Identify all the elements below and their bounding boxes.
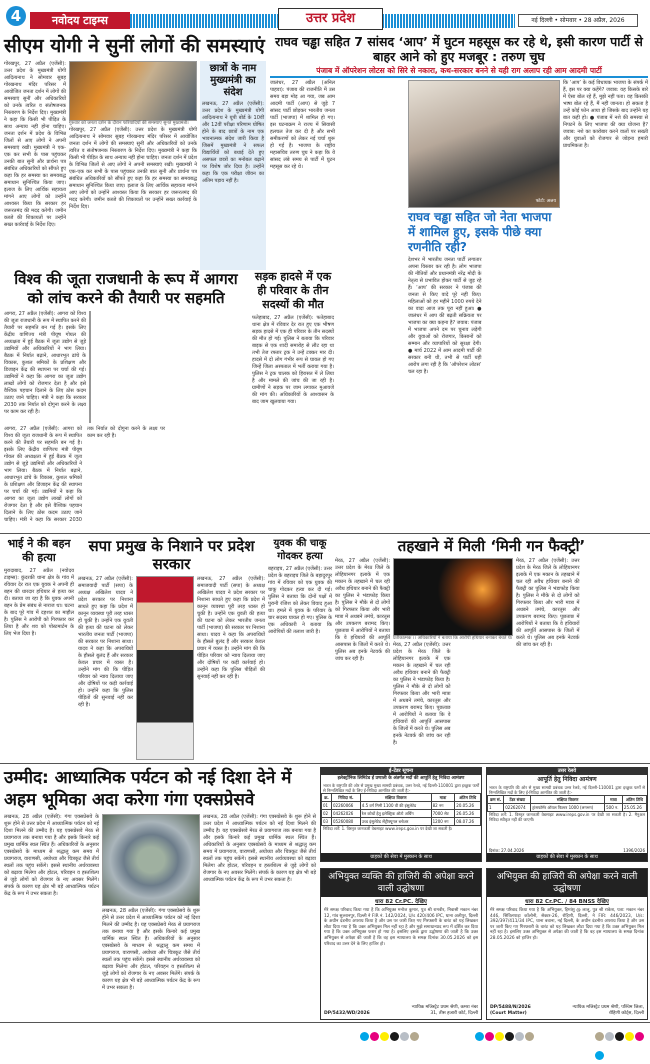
cell: 25.05.26: [622, 804, 646, 812]
expressway-photo: [102, 814, 200, 906]
table-row: [322, 802, 481, 810]
col-header: निविदा सं.: [331, 794, 360, 802]
proclamation-ad-1: [320, 868, 482, 1020]
ad3-title: अभियुक्त व्यक्ति की हाजिरी की अपेक्षा करने वाली उद्घोषणा: [321, 869, 481, 897]
raghav-body: जालंधर, 27 अप्रैल (अनिल पाहवा): पंजाब की राजनीति में उस समय बड़ा मोड़ आ गया, जब आम आदमी पार्टी (आप) से जुड़े 7 सांसद पार्टी छोड़कर भारतीय जनता पार्टी (भाजपा) में शामिल हो गए। इस घटनाक्रम ने राज्य में सियासी हलचल तेज कर दी है और सभी समीकरणों को लेकर नई चर्चा शुरू हो गई है। भाजपा के राष्ट्रीय महासचिव तरुण चुघ ने कहा कि ये सांसद लंबे समय से पार्टी में घुटन महसूस कर रहे थे।: [270, 80, 335, 170]
ad2-note: निविदा शर्तें: 1. विस्तृत जानकारी वेबसाइट www.ireps.gov.in पर देखी जा सकती है। 2. मैनुअल निविदा स्वीकृत नहीं की जाएगी।: [489, 812, 645, 822]
accident-body: फतेहाबाद, 27 अप्रैल (एजेंसी): फतेहाबाद थाना क्षेत्र में रविवार देर रात हुए एक भीषण सड़क हादसे में एक ही परिवार के तीन सदस्यों की मौत हो गई। पुलिस ने बताया कि परिवार बाइक से एक शादी समारोह से लौट रहा था तभी तेज रफ्तार ट्रक ने उन्हें टक्कर मार दी। हादसे में दो लोग गंभीर रूप से घायल हो गए जिन्हें जिला अस्पताल में भर्ती कराया गया है। पुलिस ने ट्रक चालक को हिरासत में ले लिया है और मामले की जांच की जा रही है। ग्रामीणों ने सड़क पर जाम लगाकर मुआवजे की मांग की। अधिकारियों के आश्वासन के बाद जाम खुलवाया गया।: [252, 315, 334, 405]
akhilesh-body-cont: लखनऊ, 27 अप्रैल (एजेंसी): समाजवादी पार्टी (सपा) के अध्यक्ष अखिलेश यादव ने प्रदेश सरकार पर निशाना साधते हुए कहा कि प्रदेश में कानून व्यवस्था पूरी तरह ध्वस्त हो चुकी है। उन्होंने एक युवती की हत्या की घटना को लेकर भारतीय जनता पार्टी (भाजपा) की सरकार पर निशाना साधा। यादव ने कहा कि अपराधियों के हौसले बुलंद हैं और सरकार केवल प्रचार में व्यस्त है। उन्होंने मांग की कि पीड़ित परिवार को न्याय दिलाया जाए और दोषियों पर कड़ी कार्रवाई हो। उन्होंने कहा कि पुलिस पीड़ितों की सुनवाई नहीं कर रही है।: [197, 576, 265, 680]
gun-factory-headline: तहखाने में मिली ‘मिनी गन फैक्ट्री’: [397, 537, 586, 555]
ad3-code: DP/5432/WD/2026: [324, 1011, 370, 1016]
ad4-signature: न्यायिक मजिस्ट्रेट प्रथम श्रेणी, पश्चिम जिला, रोहिणी कोर्ट्स, दिल्ली: [572, 1005, 644, 1016]
cell: 08.07.26: [455, 818, 481, 826]
yogi-body: गोरखपुर, 27 अप्रैल (एजेंसी): उत्तर प्रदेश के मुख्यमंत्री योगी आदित्यनाथ ने सोमवार सुबह गोरखनाथ मंदिर परिसर में आयोजित जनता दर्शन में लोगों की समस्याएं सुनीं और अधिकारियों को उनके त्वरित व संतोषजनक निस्तारण के निर्देश दिए। मुख्यमंत्री ने कहा कि किसी भी पीड़ित के साथ अन्याय नहीं होना चाहिए। जनता दर्शन में प्रदेश के विभिन्न जिलों से आए लोगों ने अपनी समस्याएं रखीं। मुख्यमंत्री ने एक-एक कर सभी के पास पहुंचकर उनकी बात सुनी और प्रार्थना पत्र संबंधित अधिकारियों को सौंपते हुए कहा कि हर समस्या का समयबद्ध समाधान सुनिश्चित किया जाए। इलाज के लिए आर्थिक सहायता मांगने आए लोगों को उन्होंने आश्वस्त किया कि सरकार हर जरूरतमंद की मदद करेगी। जमीन कब्जे की शिकायतों पर उन्होंने सख्त कार्रवाई के निर्देश दिए।: [4, 60, 66, 228]
tender-notice-ad-2: [486, 767, 648, 862]
ad4-section: धारा 82 Cr.PC. / 84 BNSS देखिए: [525, 899, 609, 905]
ad4-title: अभियुक्त की हाजिरी की अपेक्षा करने वाली उद्घोषणा: [487, 869, 647, 897]
strategy-answer: देशभर में भारतीय जनता पार्टी लगातार अपना विस्तार कर रही है। लोग भाजपा की नीतियों और प्रधानमंत्री नरेंद्र मोदी के नेतृत्व से प्रभावित होकर पार्टी से जुड़ रहे हैं। ‘आप’ की सरकार ने पंजाब की जनता से किए वादे पूरे नहीं किए। महिलाओं को हर महीने 1000 रुपये देने का वादा आज तक पूरा नहीं हुआ। ● जालंधर में आप की बढ़ती सक्रियता पर भाजपा का क्या कहना है? जवाब: पंजाब में भाजपा अपने दम पर चुनाव लड़ेगी और युवाओं को रोजगार, किसानों को सम्मान और व्यापारियों को सुरक्षा देगी। ● मार्च 2022 में आम आदमी पार्टी की सरकार बनी थी, तभी से पार्टी यही आरोप लगा रही है कि ‘ऑपरेशन लोटस’ चल रहा है।: [408, 257, 482, 375]
ad2-subtitle: आपूर्ति हेतु निविदा आमंत्रण: [537, 776, 597, 783]
ganga-headline: उम्मीद: आध्यात्मिक पर्यटन को नई दिशा देने में अहम भूमिका अदा करेगा गंगा एक्सप्रेसवे: [4, 768, 292, 810]
ganga-story: [4, 767, 316, 1020]
cell: 20.05.26: [455, 802, 481, 810]
registration-dot: [360, 1032, 369, 1041]
cell: 04262026: [331, 810, 360, 818]
registration-dot: [370, 1032, 379, 1041]
gun-factory-body: मेरठ, 27 अप्रैल (एजेंसी): उत्तर प्रदेश के मेरठ जिले के लोहियानगर इलाके में एक मकान के तहखाने में चल रही अवैध हथियार बनाने की फैक्ट्री का पुलिस ने भंडाफोड़ किया है। पुलिस ने मौके से दो लोगों को गिरफ्तार किया और भारी मात्रा में अधबने तमंचे, कारतूस और उपकरण बरामद किए। पूछताछ में आरोपियों ने बताया कि वे हथियारों की आपूर्ति आसपास के जिलों में करते थे। पुलिस अब इनके नेटवर्क की जांच कर रही है।: [335, 558, 390, 662]
cm-message-title: छात्रों के नाम मुख्यमंत्री का संदेश: [209, 62, 257, 98]
raghav-headline: राघव चड्ढा सहित 7 सांसद ‘आप’ में घुटन महसूस कर रहे थे, इसी कारण पार्टी से बाहर आने को हुए मजबूर : तरुण चुघ: [275, 34, 643, 64]
tarun-chugh-photo: [408, 80, 560, 208]
registration-dot: [595, 1051, 604, 1060]
ad4-body: मेरे समक्ष परिवाद किया गया है कि अभियुक्त, हिमांशु @ लालू, पुत्र श्री राकेश, पता: मकान नंबर 446, सिविलपाड़ा कॉलोनी, सेक्टर-26, रोहिणी, दिल्ली, ने FIR: 446/2023, U/s: 392/397/411/34 IPC, थाना बवाना, नई दिल्ली, के अधीन दंडनीय अपराध किया है और उस पर जारी किए गए गिरफ्तारी के वारंट को यह लिखकर लौटा दिया गया है कि उक्त अभियुक्त मिल नहीं रहा है। इसलिए उक्त अभियुक्त से अपेक्षा की जाती है कि वह इस न्यायालय के समक्ष दिनांक 28.05.2026 को हाजिर हो।: [490, 908, 644, 941]
agra-headline: विश्व की जूता राजधानी के रूप में आगरा को लांच करने की तैयारी पर सहमति: [14, 270, 238, 307]
registration-dot: [525, 1032, 534, 1041]
ganga-body-right: लखनऊ, 28 अप्रैल (एजेंसी): गंगा एक्सप्रेसवे के शुरू होने से उत्तर प्रदेश में आध्यात्मिक पर्यटन को नई दिशा मिलने की उम्मीद है। यह एक्सप्रेसवे मेरठ से प्रयागराज तक बनाया गया है और इसके किनारे कई प्रमुख धार्मिक स्थल स्थित हैं। अधिकारियों के अनुसार एक्सप्रेसवे के माध्यम से श्रद्धालु कम समय में प्रयागराज, वाराणसी, अयोध्या और चित्रकूट जैसे तीर्थ स्थलों तक पहुंच सकेंगे। इससे स्थानीय अर्थव्यवस्था को बढ़ावा मिलेगा और होटल, परिवहन व हस्तशिल्प से जुड़े लोगों को रोजगार के नए अवसर मिलेंगे। संपर्क के कारण यह क्षेत्र भी बड़े आध्यात्मिक पर्यटन केंद्र के रूप में उभर सकता है।: [203, 814, 316, 883]
stabbing-story: [268, 537, 332, 760]
registration-dot: [625, 1032, 634, 1041]
gun-factory-columns: [335, 558, 648, 760]
sister-murder-headline: भाई ने की बहन की हत्या: [7, 537, 71, 564]
cell: 01: [322, 802, 332, 810]
dateline: नई दिल्ली • सोमवार • 28 अप्रैल, 2026: [518, 14, 638, 27]
cell: 7000 सेट: [431, 810, 455, 818]
registration-dot: [505, 1032, 514, 1041]
ganga-body: लखनऊ, 28 अप्रैल (एजेंसी): गंगा एक्सप्रेसवे के शुरू होने से उत्तर प्रदेश में आध्यात्मिक पर्यटन को नई दिशा मिलने की उम्मीद है। यह एक्सप्रेसवे मेरठ से प्रयागराज तक बनाया गया है और इसके किनारे कई प्रमुख धार्मिक स्थल स्थित हैं। अधिकारियों के अनुसार एक्सप्रेसवे के माध्यम से श्रद्धालु कम समय में प्रयागराज, वाराणसी, अयोध्या और चित्रकूट जैसे तीर्थ स्थलों तक पहुंच सकेंगे। इससे स्थानीय अर्थव्यवस्था को बढ़ावा मिलेगा और होटल, परिवहन व हस्तशिल्प से जुड़े लोगों को रोजगार के नए अवसर मिलेंगे। संपर्क के कारण यह क्षेत्र भी बड़े आध्यात्मिक पर्यटन केंद्र के रूप में उभर सकता है।: [4, 814, 99, 897]
akhilesh-story: [78, 537, 265, 760]
registration-dot: [475, 1032, 484, 1041]
gun-photo-caption: प्रतीकात्मक ।। अधिकारियों ने बताया कि आरोपी हथियार बनाकर बेचते थे।: [393, 636, 513, 641]
newspaper-logo: नवोदय टाइम्स: [30, 12, 130, 29]
cell: 1: [488, 804, 504, 812]
strategy-question-headline: राघव चड्ढा सहित जो नेता भाजपा में शामिल हुए, इसके पीछे क्या रणनीति रही?: [408, 210, 552, 254]
gun-photo: [393, 558, 513, 636]
stabbing-body: बहराइच, 27 अप्रैल (एजेंसी): उत्तर प्रदेश के बहराइच जिले के बहादुरपुर गांव में रविवार को एक युवक की चाकू गोदकर हत्या कर दी गई। पुलिस ने बताया कि दोनों पक्षों में पुरानी रंजिश को लेकर विवाद हुआ था। हमले में युवक के परिवार के चार सदस्य घायल हो गए। पुलिस के एक अधिकारी ने बताया कि आरोपियों की तलाश जारी है।: [268, 566, 332, 635]
registration-dot: [515, 1032, 524, 1041]
registration-dot: [595, 1032, 604, 1041]
divider: [0, 533, 650, 534]
ganga-columns: [4, 814, 316, 1020]
cell: 02: [322, 810, 332, 818]
ad3-section: धारा 82 Cr.PC. देखिए: [375, 899, 427, 905]
ad4-code: DP/5488/N/2026: [490, 1005, 531, 1010]
ad1-title: ई-टेंडर सूचना: [321, 768, 481, 775]
divider: [0, 763, 650, 764]
agra-top-row: [4, 311, 248, 423]
ad1-footer: ग्राहकों की सेवा में मुस्कान के साथ: [321, 853, 481, 861]
cell: 4.5 वर्ग मिमी 1100 वी की इंसुलेटेड: [360, 802, 431, 810]
registration-dot: [495, 1032, 504, 1041]
ad3-body: मेरे समक्ष परिवाद किया गया है कि अभियुक्त मनोज कुमार, पुत्र श्री रामवीर, निवासी मकान नंबर 12, गांव सुल्तानपुर, दिल्ली ने FIR नं. 142/2024, U/s 420/406 IPC, थाना अलीपुर, दिल्ली के अधीन दंडनीय अपराध किया है और उस पर जारी किए गए गिरफ्तारी के वारंट को यह लिखकर लौटा दिया गया है कि उक्त अभियुक्त मिल नहीं रहा है और मुझे समाधानप्रद रूप में दर्शित कर दिया गया है कि उक्त अभियुक्त फरार हो गया है। इसलिए इसके द्वारा उद्घोषणा की जाती है कि उक्त अभियुक्त से अपेक्षा की जाती है कि वह इस न्यायालय के समक्ष दिनांक 30.05.2026 को इस परिवाद का उत्तर देने के लिए हाजिर हो।: [324, 908, 478, 947]
col-header: अंतिम तिथि: [455, 794, 481, 802]
cm-message-box: [200, 61, 266, 270]
ad2-date: दिनांक: 27.04.2026: [489, 848, 525, 853]
gun-factory-story: [335, 537, 648, 760]
table-row: [322, 810, 481, 818]
akhilesh-headline: सपा प्रमुख के निशाने पर प्रदेश सरकार: [88, 537, 255, 573]
raghav-qa: कि ‘आप’ के कई विधायक भाजपा के संपर्क में हैं, इस पर क्या कहेंगे? जवाब: वह किसके बारे में ऐसा बोल रहे हैं, मुझे नहीं पता। वह किसकी भाषा बोल रहे हैं, मैं नहीं जानता। हो सकता है उन्हें कोई फोन आया हो जिसके बाद उन्होंने यह बात कही हो। ● पंजाब में नशे की समस्या से निपटने के लिए भाजपा की क्या योजना है? जवाब: नशे का कारोबार करने वालों पर सख्ती और युवाओं को रोजगार से जोड़ना हमारी प्राथमिकता है।: [563, 80, 648, 149]
col-header: क्र.: [322, 794, 332, 802]
sister-murder-story: [4, 537, 74, 760]
registration-dot: [410, 1032, 419, 1041]
cell: 02260066: [331, 802, 360, 810]
agra-body-cont: आगरा, 27 अप्रैल (एजेंसी): आगरा को विश्व की जूता राजधानी के रूप में स्थापित करने की तैयारी पर सहमति बन गई है। इसके लिए केंद्रीय वाणिज्य मंत्री पीयूष गोयल की अध्यक्षता में हुई बैठक में जूता उद्योग से जुड़े उद्यमियों और अधिकारियों ने भाग लिया। बैठक में निर्यात बढ़ाने, आधारभूत ढांचे के विकास, कुशल श्रमिकों के प्रशिक्षण और डिजाइन केंद्र की स्थापना पर चर्चा की गई। उद्यमियों ने कहा कि आगरा का जूता उद्योग लाखों लोगों को रोजगार देता है और इसे वैश्विक पहचान दिलाने के लिए ठोस कदम उठाए जाने चाहिए। मंत्री ने कहा कि सरकार 2030 तक निर्यात को दोगुना करने के लक्ष्य पर काम कर रही है।: [4, 426, 165, 523]
registration-dot: [400, 1032, 409, 1041]
raghav-photo-column: [408, 80, 560, 530]
bottom-rule: [0, 1022, 650, 1023]
cell: ट्रांसफॉर्मर ऑयल फिल्टर 1000 (लगभग): [531, 804, 605, 812]
ad1-intro: भारत के राष्ट्रपति की ओर से प्रमुख मुख्य सामग्री प्रबंधक, उत्तर रेलवे, नई दिल्ली-110001 द्वारा इच्छुक फर्मों से निम्नलिखित मदों के लिए ई-निविदा आमंत्रित की जाती है:-: [323, 783, 479, 793]
cell: 1200 नग: [431, 818, 455, 826]
ad3-signature: न्यायिक मजिस्ट्रेट प्रथम श्रेणी, कमरा नंबर 31, तीस हजारी कोर्ट, दिल्ली: [411, 1005, 478, 1016]
photo-credit: फोटो: अजय: [535, 199, 556, 204]
cell: रेल कोचों हेतु इलेक्ट्रिक ऑटो अर्थिंग: [360, 810, 431, 818]
registration-dot: [605, 1032, 614, 1041]
raghav-subhead: पंजाब में ऑपरेशन लोटस को सिरे से नकारा, कथ-सरकार बनने से यही राग अलाप रही आम आदमी पार्टी: [270, 66, 648, 78]
col-header: मात्रा: [605, 796, 623, 804]
ganga-photo-column: [102, 814, 200, 1020]
ad2-intro: भारत के राष्ट्रपति की ओर से मुख्य सामग्री प्रबंधक उत्तर रेलवे, नई दिल्ली-110001 द्वारा इच्छुक फर्मों से निम्नलिखित मदों के लिए ई-निविदा आमंत्रित की जाती है:-: [489, 785, 645, 795]
cell: 500 न.: [605, 804, 623, 812]
cm-message-body: लखनऊ, 27 अप्रैल (एजेंसी): उत्तर प्रदेश के मुख्यमंत्री योगी आदित्यनाथ ने यूपी बोर्ड के 10वीं और 12वीं परीक्षा परिणाम घोषित होने के बाद छात्रों के नाम एक भावनात्मक संदेश जारी किया है जिसमें मुख्यमंत्री ने सफल विद्यार्थियों को बधाई देते हुए असफल छात्रों का मनोबल बढ़ाने पर विशेष जोर दिया है। उन्होंने कहा कि एक परीक्षा जीवन का अंतिम पड़ाव नहीं है।: [202, 100, 264, 184]
page-number: 4: [6, 6, 26, 26]
ad2-table: [487, 795, 647, 812]
registration-dot: [615, 1032, 624, 1041]
accident-headline: सड़क हादसे में एक ही परिवार के तीन सदस्यों की मौत: [254, 270, 332, 311]
yogi-columns: [4, 61, 266, 270]
registration-marks: [360, 1026, 420, 1045]
col-header: संक्षिप्त विवरण: [531, 796, 605, 804]
gun-factory-body-right: मेरठ, 27 अप्रैल (एजेंसी): उत्तर प्रदेश के मेरठ जिले के लोहियानगर इलाके में एक मकान के तहखाने में चल रही अवैध हथियार बनाने की फैक्ट्री का पुलिस ने भंडाफोड़ किया है। पुलिस ने मौके से दो लोगों को गिरफ्तार किया और भारी मात्रा में अधबने तमंचे, कारतूस और उपकरण बरामद किए। पूछताछ में आरोपियों ने बताया कि वे हथियारों की आपूर्ति आसपास के जिलों में करते थे। पुलिस अब इनके नेटवर्क की जांच कर रही है।: [516, 558, 580, 648]
agra-story: [4, 270, 248, 530]
ad4-code-block: [490, 1005, 531, 1017]
ad1-table: [321, 793, 481, 826]
col-header: अंतिम तिथि: [622, 796, 646, 804]
ad1-note: निविदा शर्तें: 1. विस्तृत जानकारी वेबसाइट www.ireps.gov.in पर देखी जा सकती है।: [323, 826, 453, 831]
registration-marks: [475, 1026, 535, 1045]
ad2-footer: ग्राहकों की सेवा में मुस्कान के साथ: [487, 853, 647, 861]
cell: 02262074: [504, 804, 531, 812]
cell: 82 नग: [431, 802, 455, 810]
table-row: [322, 818, 481, 826]
col-header: मात्रा: [431, 794, 455, 802]
stabbing-headline: युवक की चाकू गोदकर हत्या: [273, 538, 327, 562]
col-header: टेंडर संख्या: [504, 796, 531, 804]
registration-dot: [485, 1032, 494, 1041]
table-row: [488, 804, 647, 812]
cell: 26.05.26: [455, 810, 481, 818]
agra-body: आगरा, 27 अप्रैल (एजेंसी): आगरा को विश्व की जूता राजधानी के रूप में स्थापित करने की तैयारी पर सहमति बन गई है। इसके लिए केंद्रीय वाणिज्य मंत्री पीयूष गोयल की अध्यक्षता में हुई बैठक में जूता उद्योग से जुड़े उद्यमियों और अधिकारियों ने भाग लिया। बैठक में निर्यात बढ़ाने, आधारभूत ढांचे के विकास, कुशल श्रमिकों के प्रशिक्षण और डिजाइन केंद्र की स्थापना पर चर्चा की गई। उद्यमियों ने कहा कि आगरा का जूता उद्योग लाखों लोगों को रोजगार देता है और इसे वैश्विक पहचान दिलाने के लिए ठोस कदम उठाए जाने चाहिए। मंत्री ने कहा कि सरकार 2030 तक निर्यात को दोगुना करने के लक्ष्य पर काम कर रही है।: [4, 311, 86, 415]
akhilesh-body: लखनऊ, 27 अप्रैल (एजेंसी): समाजवादी पार्टी (सपा) के अध्यक्ष अखिलेश यादव ने प्रदेश सरकार पर निशाना साधते हुए कहा कि प्रदेश में कानून व्यवस्था पूरी तरह ध्वस्त हो चुकी है। उन्होंने एक युवती की हत्या की घटना को लेकर भारतीय जनता पार्टी (भाजपा) की सरकार पर निशाना साधा। यादव ने कहा कि अपराधियों के हौसले बुलंद हैं और सरकार केवल प्रचार में व्यस्त है। उन्होंने मांग की कि पीड़ित परिवार को न्याय दिलाया जाए और दोषियों पर कड़ी कार्रवाई हो। उन्होंने कहा कि पुलिस पीड़ितों की सुनवाई नहीं कर रही है।: [78, 576, 133, 708]
registration-dot: [635, 1032, 644, 1041]
registration-dot: [390, 1032, 399, 1041]
yogi-photo-column: [69, 61, 197, 270]
ad2-code: 1396/2026: [623, 848, 645, 853]
sister-murder-body: मुरादाबाद, 27 अप्रैल (नवोदय टाइम्स): कुंदरकी थाना क्षेत्र के गांव में रविवार देर रात एक युवक ने अपनी ही बहन की धारदार हथियार से हत्या कर दी। बताया जा रहा है कि युवक अपनी बहन के प्रेम संबंध से नाराज था। घटना के बाद पूरे गांव में दहशत का माहौल है। पुलिस ने आरोपी को गिरफ्तार कर लिया है और शव को पोस्टमार्टम के लिए भेज दिया है।: [4, 568, 74, 637]
cell: उच्च इंसुलेटेड सेंट्रीफ्यूगल ब्लोअर: [360, 818, 431, 826]
ad4-court-matter: (Court Matter): [490, 1011, 527, 1016]
registration-dot: [380, 1032, 389, 1041]
cell: 05260080: [331, 818, 360, 826]
ad1-subtitle: इलेक्ट्रॉनिक लिमिटेड ई प्रणाली के अंतर्गत मदों की आपूर्ति हेतु निविदा आमंत्रण: [337, 776, 465, 781]
ad3-footer: [321, 1003, 481, 1019]
ganga-body-cont: लखनऊ, 28 अप्रैल (एजेंसी): गंगा एक्सप्रेसवे के शुरू होने से उत्तर प्रदेश में आध्यात्मिक पर्यटन को नई दिशा मिलने की उम्मीद है। यह एक्सप्रेसवे मेरठ से प्रयागराज तक बनाया गया है और इसके किनारे कई प्रमुख धार्मिक स्थल स्थित हैं। अधिकारियों के अनुसार एक्सप्रेसवे के माध्यम से श्रद्धालु कम समय में प्रयागराज, वाराणसी, अयोध्या और चित्रकूट जैसे तीर्थ स्थलों तक पहुंच सकेंगे। इससे स्थानीय अर्थव्यवस्था को बढ़ावा मिलेगा और होटल, परिवहन व हस्तशिल्प से जुड़े लोगों को रोजगार के नए अवसर मिलेंगे। संपर्क के कारण यह क्षेत्र भी बड़े आध्यात्मिक पर्यटन केंद्र के रूप में उभर सकता है।: [102, 908, 200, 991]
cell: 03: [322, 818, 332, 826]
yogi-body-cont: गोरखपुर, 27 अप्रैल (एजेंसी): उत्तर प्रदेश के मुख्यमंत्री योगी आदित्यनाथ ने सोमवार सुबह गोरखनाथ मंदिर परिसर में आयोजित जनता दर्शन में लोगों की समस्याएं सुनीं और अधिकारियों को उनके त्वरित व संतोषजनक निस्तारण के निर्देश दिए। मुख्यमंत्री ने कहा कि किसी भी पीड़ित के साथ अन्याय नहीं होना चाहिए। जनता दर्शन में प्रदेश के विभिन्न जिलों से आए लोगों ने अपनी समस्याएं रखीं। मुख्यमंत्री ने एक-एक कर सभी के पास पहुंचकर उनकी बात सुनी और प्रार्थना पत्र संबंधित अधिकारियों को सौंपते हुए कहा कि हर समस्या का समयबद्ध समाधान सुनिश्चित किया जाए। इलाज के लिए आर्थिक सहायता मांगने आए लोगों को उन्होंने आश्वस्त किया कि सरकार हर जरूरतमंद की मदद करेगी। जमीन कब्जे की शिकायतों पर उन्होंने सख्त कार्रवाई के निर्देश दिए।: [69, 126, 197, 210]
proclamation-ad-2: [486, 868, 648, 1020]
section-title: उत्तर प्रदेश: [278, 8, 383, 30]
col-header: क्रम सं.: [488, 796, 504, 804]
gun-photo-column: [393, 558, 513, 760]
yogi-story: [4, 36, 266, 270]
gun-factory-body-mid: मेरठ, 27 अप्रैल (एजेंसी): उत्तर प्रदेश के मेरठ जिले के लोहियानगर इलाके में एक मकान के तहखाने में चल रही अवैध हथियार बनाने की फैक्ट्री का पुलिस ने भंडाफोड़ किया है। पुलिस ने मौके से दो लोगों को गिरफ्तार किया और भारी मात्रा में अधबने तमंचे, कारतूस और उपकरण बरामद किए। पूछताछ में आरोपियों ने बताया कि वे हथियारों की आपूर्ति आसपास के जिलों में करते थे। पुलिस अब इनके नेटवर्क की जांच कर रही है।: [393, 642, 451, 746]
yogi-photo: [69, 61, 197, 121]
col-header: संक्षिप्त विवरण: [360, 794, 431, 802]
yogi-caption: गुरुवार को जनता दर्शन के दौरान फरियादियों की समस्याएं सुनते मुख्यमंत्री।: [69, 120, 189, 126]
registration-marks: [595, 1026, 650, 1064]
akhilesh-columns: [78, 576, 265, 760]
ad4-footer: [487, 1003, 647, 1019]
ad2-title: उत्तर रेलवे: [487, 768, 647, 775]
accident-story: [252, 270, 334, 530]
akhilesh-photo: [136, 576, 194, 760]
tender-notice-ad-1: [320, 767, 482, 862]
agra-meeting-photo: [89, 311, 91, 423]
yogi-headline: सीएम योगी ने सुनीं लोगों की समस्याएं: [4, 35, 265, 57]
